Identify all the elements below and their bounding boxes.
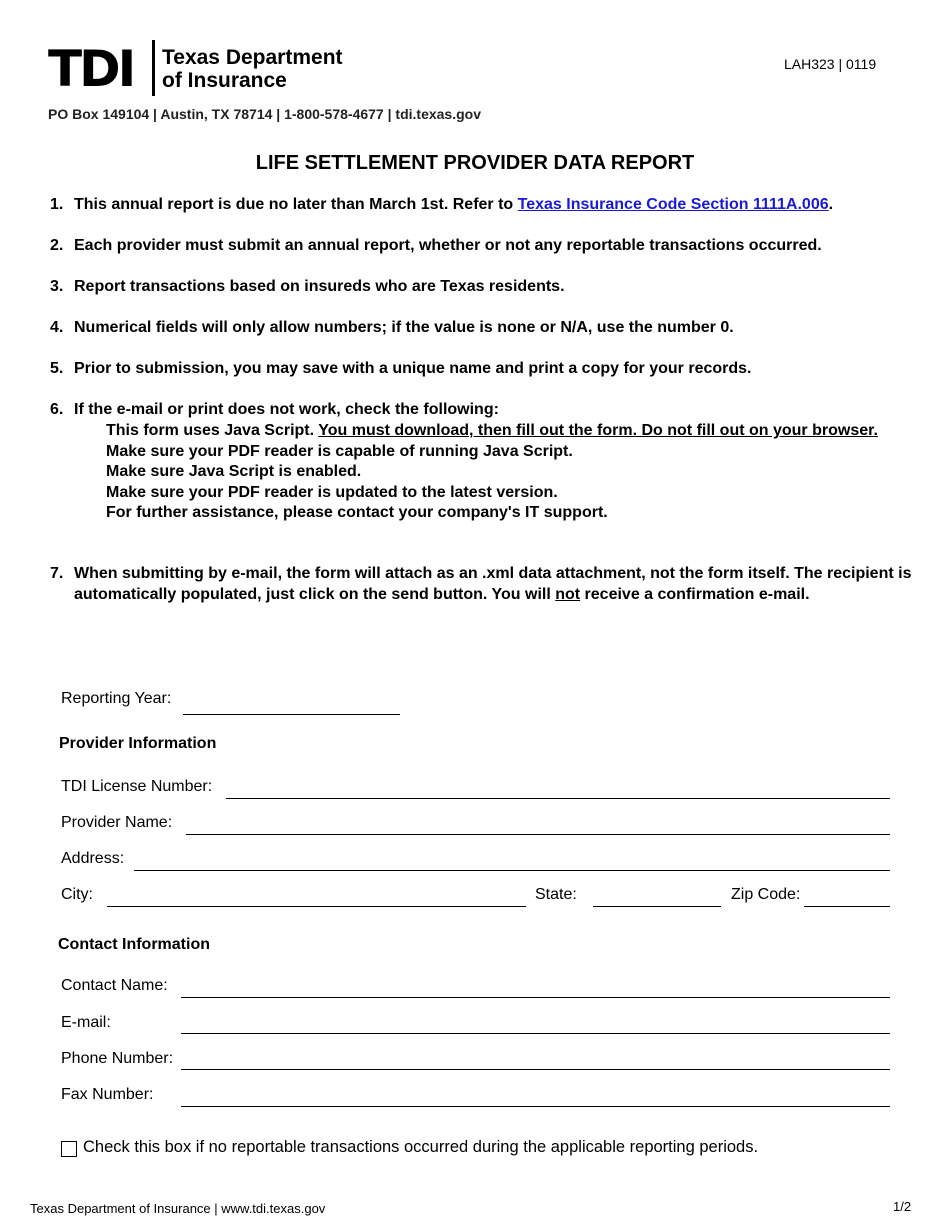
- zip-field[interactable]: [804, 906, 890, 907]
- logo-name-line1: Texas Department: [162, 46, 343, 69]
- city-label: City:: [61, 886, 93, 903]
- logo-name-line2: of Insurance: [162, 69, 287, 92]
- logo-divider: [152, 40, 155, 96]
- instruction-text: This annual report is due no later than March 1st. Refer to: [74, 196, 518, 213]
- sub-item: For further assistance, please contact your company's IT support.: [106, 504, 608, 521]
- email-label: E-mail:: [61, 1014, 111, 1031]
- email-field[interactable]: [181, 1033, 890, 1034]
- fax-field[interactable]: [181, 1106, 890, 1107]
- agency-address: PO Box 149104 | Austin, TX 78714 | 1-800-578-4677 | tdi.texas.gov: [48, 106, 481, 122]
- state-label: State:: [535, 886, 577, 903]
- instruction-text: Report transactions based on insureds who are Texas residents.: [74, 278, 565, 295]
- tdi-logo: [48, 40, 368, 98]
- instruction-text: Numerical fields will only allow numbers; if the value is none or N/A, use the number 0.: [74, 319, 734, 336]
- no-transactions-label: Check this box if no reportable transactions occurred during the applicable reporting periods.: [83, 1138, 759, 1156]
- fax-label: Fax Number:: [61, 1086, 154, 1103]
- address-label: Address:: [61, 850, 125, 867]
- reporting-year-field[interactable]: [183, 714, 400, 715]
- instruction-text: If the e-mail or print does not work, check the following:: [74, 401, 499, 418]
- instruction-6-sublist: [106, 421, 896, 524]
- sub-item: Make sure your PDF reader is capable of running Java Script.: [106, 442, 573, 460]
- contact-name-label: Contact Name:: [61, 977, 168, 994]
- provider-name-label: Provider Name:: [61, 814, 173, 831]
- address-field[interactable]: [134, 870, 890, 871]
- sub-item: Make sure Java Script is enabled.: [106, 463, 362, 480]
- instruction-number: 5.: [50, 360, 64, 377]
- logo-abbr: TDI: [48, 40, 134, 98]
- instruction-number: 1.: [50, 196, 64, 213]
- zip-label: Zip Code:: [731, 886, 801, 903]
- contact-name-field[interactable]: [181, 997, 890, 998]
- footer-agency: Texas Department of Insurance | www.tdi.texas.gov: [30, 1201, 326, 1216]
- state-field[interactable]: [593, 906, 721, 907]
- reporting-year-label: Reporting Year:: [61, 690, 172, 707]
- phone-label: Phone Number:: [61, 1050, 174, 1067]
- instruction-number: 3.: [50, 278, 64, 295]
- instruction-number: 6.: [50, 401, 64, 418]
- page-number: 1/2: [893, 1199, 912, 1214]
- instruction-number: 2.: [50, 237, 64, 254]
- page-title: LIFE SETTLEMENT PROVIDER DATA REPORT: [255, 152, 695, 174]
- license-label: TDI License Number:: [61, 778, 213, 795]
- instruction-number: 7.: [50, 565, 64, 582]
- sub-item: Make sure your PDF reader is updated to the latest version.: [106, 483, 558, 501]
- provider-section-heading: Provider Information: [59, 735, 217, 752]
- instruction-text: Prior to submission, you may save with a unique name and print a copy for your records.: [74, 360, 752, 377]
- phone-field[interactable]: [181, 1069, 890, 1070]
- city-field[interactable]: [107, 906, 526, 907]
- sub-item: This form uses Java Script. You must download, then fill out the form. Do not fill out on your browser.: [106, 422, 878, 439]
- instruction-text: Each provider must submit an annual report, whether or not any reportable transactions occurred.: [74, 237, 822, 254]
- form-id: LAH323 | 0119: [784, 56, 877, 72]
- no-transactions-checkbox[interactable]: [61, 1141, 77, 1157]
- contact-section-heading: Contact Information: [58, 936, 210, 953]
- provider-name-field[interactable]: [186, 834, 890, 835]
- logo-name: [162, 46, 343, 92]
- instruction-number: 4.: [50, 319, 64, 336]
- license-field[interactable]: [226, 798, 890, 799]
- statute-link[interactable]: Texas Insurance Code Section 1111A.006: [517, 196, 829, 213]
